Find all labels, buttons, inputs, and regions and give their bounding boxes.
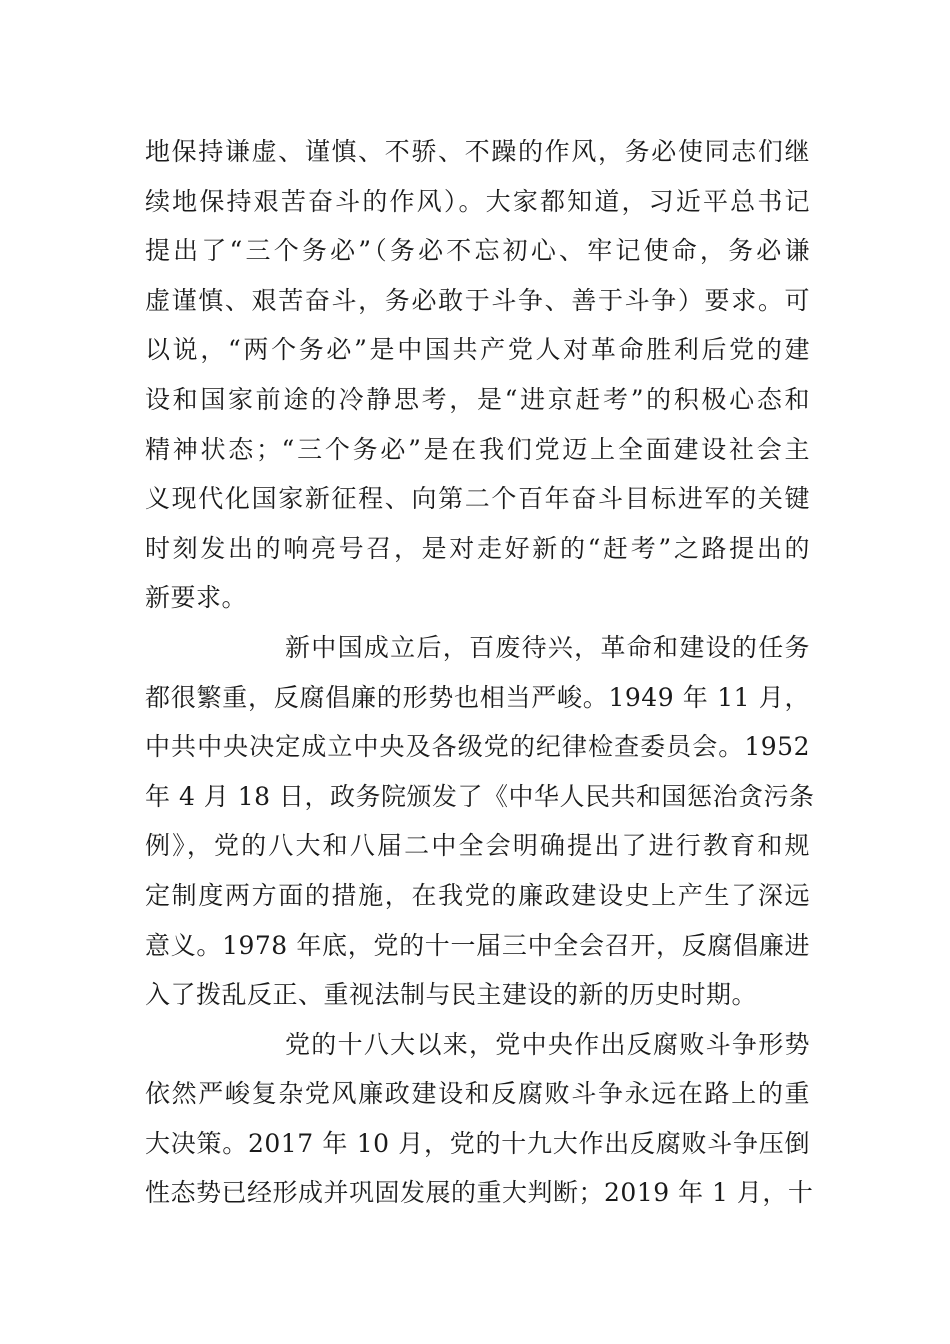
text-line: 新要求。 — [145, 583, 248, 613]
text-line: 入了拨乱反正、重视法制与民主建设的新的历史时期。 — [145, 980, 758, 1010]
text-line: 义现代化国家新征程、向第二个百年奋斗目标进军的关键 — [145, 484, 810, 514]
text-line: 年 4 月 18 日，政务院颁发了《中华人民共和国惩治贪污条 — [145, 781, 815, 811]
paragraph-3 — [145, 1020, 814, 1218]
text-line: 地保持谦虚、谨慎、不骄、不躁的作风，务必使同志们继 — [145, 137, 810, 166]
text-line: 性态势已经形成并巩固发展的重大判断；2019 年 1 月，十 — [145, 1178, 814, 1208]
text-line: 党的十八大以来，党中央作出反腐败斗争形势 — [285, 1029, 810, 1059]
text-line: 以说，“两个务必”是中国共产党人对革命胜利后党的建 — [145, 335, 810, 365]
text-line: 都很繁重，反腐倡廉的形势也相当严峻。1949 年 11 月， — [145, 682, 810, 712]
paragraph-2 — [145, 623, 815, 1020]
text-line: 续地保持艰苦奋斗的作风）。大家都知道，习近平总书记 — [145, 186, 810, 216]
paragraph-1 — [145, 127, 810, 623]
text-line: 意义。1978 年底，党的十一届三中全会召开，反腐倡廉进 — [145, 930, 810, 960]
text-line: 例》，党的八大和八届二中全会明确提出了进行教育和规 — [145, 831, 810, 861]
text-line: 定制度两方面的措施，在我党的廉政建设史上产生了深远 — [145, 880, 810, 910]
document-body — [145, 127, 815, 1218]
text-line: 时刻发出的响亮号召，是对走好新的“赶考”之路提出的 — [145, 533, 810, 563]
text-line: 精神状态；“三个务必”是在我们党迈上全面建设社会主 — [145, 434, 810, 464]
text-line: 依然严峻复杂党风廉政建设和反腐败斗争永远在路上的重 — [145, 1079, 810, 1109]
text-line: 中共中央决定成立中央及各级党的纪律检查委员会。1952 — [145, 732, 810, 762]
text-line: 大决策。2017 年 10 月，党的十九大作出反腐败斗争压倒 — [145, 1128, 810, 1158]
text-line: 新中国成立后，百废待兴，革命和建设的任务 — [285, 632, 810, 662]
text-line: 提出了“三个务必”（务必不忘初心、牢记使命，务必谦 — [145, 236, 810, 266]
text-line: 设和国家前途的冷静思考，是“进京赶考”的积极心态和 — [145, 384, 810, 414]
text-line: 虚谨慎、艰苦奋斗，务必敢于斗争、善于斗争）要求。可 — [145, 285, 810, 315]
